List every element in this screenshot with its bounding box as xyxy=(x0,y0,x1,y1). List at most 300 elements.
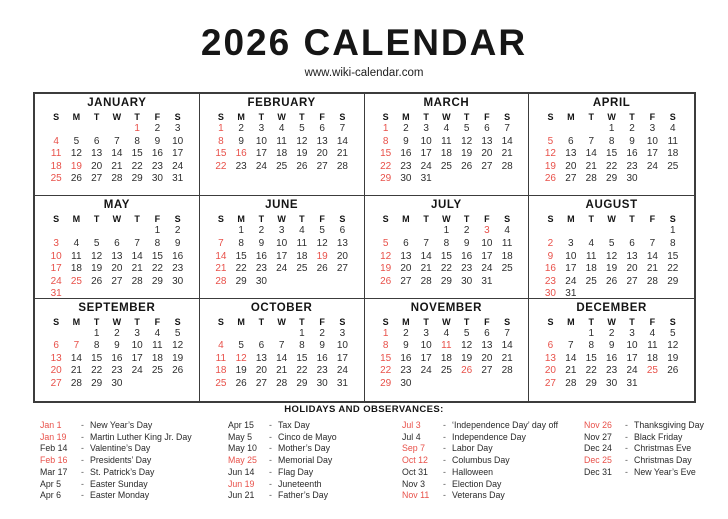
weekday-label: S xyxy=(217,214,224,225)
holiday-name: Tax Day xyxy=(278,420,310,430)
day-cell: 10 xyxy=(420,340,432,352)
holiday-item xyxy=(584,420,704,432)
holiday-name: Valentine’s Day xyxy=(90,443,151,454)
day-cell: 22 xyxy=(585,365,597,377)
holiday-date: May 5 xyxy=(228,431,252,442)
day-cell: 2 xyxy=(114,327,120,339)
day-cell: 29 xyxy=(585,378,597,390)
weekday-label: T xyxy=(588,112,594,122)
day-cell: 11 xyxy=(441,135,452,147)
day-cell: 14 xyxy=(131,250,143,262)
day-cell: 28 xyxy=(501,365,513,377)
weekday-label: W xyxy=(277,214,286,225)
day-cell: 26 xyxy=(296,160,308,172)
holiday-name: New Year’s Eve xyxy=(634,466,696,477)
month-day-grid xyxy=(35,315,199,391)
day-cell: 5 xyxy=(93,237,100,249)
holiday-name: New Year’s Day xyxy=(90,420,153,430)
day-cell: 26 xyxy=(70,173,82,185)
day-cell: 2 xyxy=(403,327,409,339)
weekday-label: T xyxy=(299,112,305,122)
day-cell: 27 xyxy=(255,378,267,390)
holiday-item xyxy=(402,455,584,467)
weekday-label: W xyxy=(112,316,122,327)
month-march xyxy=(365,94,530,196)
holiday-item xyxy=(40,432,228,444)
day-cell: 5 xyxy=(608,237,615,249)
day-cell: 6 xyxy=(484,327,490,339)
holiday-item xyxy=(584,443,704,455)
day-cell: 10 xyxy=(420,135,432,147)
month-january xyxy=(35,94,200,196)
weekday-label: S xyxy=(217,316,224,327)
day-cell: 7 xyxy=(134,237,140,249)
day-cell: 27 xyxy=(565,173,577,185)
day-cell: 18 xyxy=(646,352,658,364)
day-cell: 13 xyxy=(336,237,348,249)
day-cell: 7 xyxy=(218,237,224,249)
day-cell: 1 xyxy=(588,327,594,339)
month-title: MARCH xyxy=(423,97,470,109)
day-cell: 16 xyxy=(255,250,267,262)
day-cell: 13 xyxy=(481,340,493,352)
day-cell: 25 xyxy=(296,263,308,275)
day-cell: 31 xyxy=(626,378,638,390)
day-cell: 6 xyxy=(258,340,265,352)
day-cell: 30 xyxy=(255,275,267,287)
day-cell: 22 xyxy=(91,365,103,377)
day-cell: 4 xyxy=(443,123,450,134)
day-cell: 1 xyxy=(299,327,305,339)
day-cell: 6 xyxy=(114,237,120,249)
holidays-heading: HOLIDAYS AND OBSERVANCES: xyxy=(284,404,444,415)
day-cell: 29 xyxy=(91,378,103,390)
day-cell: 19 xyxy=(70,160,82,172)
weekday-label: T xyxy=(463,316,470,327)
day-cell: 5 xyxy=(670,327,676,339)
day-cell: 23 xyxy=(400,365,412,377)
month-day-grid xyxy=(35,110,199,186)
day-cell: 6 xyxy=(629,237,635,249)
day-cell: 14 xyxy=(501,135,513,147)
day-cell: 14 xyxy=(585,148,597,160)
day-cell: 9 xyxy=(629,135,635,147)
weekday-label: F xyxy=(319,214,325,225)
day-cell: 26 xyxy=(316,263,328,275)
holiday-date: Nov 27 xyxy=(584,431,612,442)
day-cell: 6 xyxy=(93,135,100,147)
day-cell: 29 xyxy=(235,275,247,287)
day-cell: 21 xyxy=(565,365,577,377)
day-cell: 23 xyxy=(111,365,123,377)
weekday-label: S xyxy=(339,316,346,327)
holiday-separator: - xyxy=(269,455,272,466)
day-cell: 11 xyxy=(276,135,287,147)
weekday-label: T xyxy=(423,316,429,327)
weekday-label: S xyxy=(339,214,346,225)
day-cell: 27 xyxy=(481,365,493,377)
day-cell: 6 xyxy=(484,123,490,134)
day-cell: 15 xyxy=(91,352,103,364)
day-cell: 23 xyxy=(151,160,163,172)
weekday-label: F xyxy=(649,214,656,225)
holiday-name: Columbus Day xyxy=(452,455,510,466)
day-cell: 5 xyxy=(463,123,470,134)
day-cell: 29 xyxy=(151,275,163,287)
holiday-item xyxy=(228,420,402,432)
day-cell: 11 xyxy=(71,250,82,262)
weekday-label: T xyxy=(93,214,100,225)
holiday-date: Oct 31 xyxy=(402,466,428,477)
holiday-item xyxy=(228,490,402,502)
day-cell: 9 xyxy=(547,250,554,262)
day-cell: 13 xyxy=(565,148,577,160)
weekday-label: M xyxy=(237,316,245,327)
day-cell: 19 xyxy=(544,160,556,172)
day-cell: 7 xyxy=(73,340,80,352)
day-cell: 17 xyxy=(646,148,658,160)
day-cell: 1 xyxy=(93,327,100,339)
day-cell: 17 xyxy=(131,352,143,364)
month-may xyxy=(35,196,200,298)
day-cell: 5 xyxy=(382,237,389,249)
day-cell: 4 xyxy=(588,237,594,249)
day-cell: 25 xyxy=(70,275,82,287)
day-cell: 8 xyxy=(154,237,161,249)
day-cell: 25 xyxy=(50,173,62,185)
day-cell: 4 xyxy=(218,340,224,352)
day-cell: 8 xyxy=(134,135,140,147)
day-cell: 4 xyxy=(53,135,59,147)
holiday-date: Dec 25 xyxy=(584,455,612,466)
day-cell: 22 xyxy=(296,365,308,377)
holiday-separator: - xyxy=(443,466,446,477)
day-cell: 2 xyxy=(463,225,470,237)
holiday-item xyxy=(402,420,584,432)
day-cell: 25 xyxy=(151,365,163,377)
weekday-label: F xyxy=(319,316,325,327)
day-cell: 30 xyxy=(316,378,328,390)
day-cell: 1 xyxy=(154,225,161,237)
day-cell: 30 xyxy=(111,378,123,390)
empty-day-cell xyxy=(540,225,560,238)
holiday-name: Easter Sunday xyxy=(90,478,148,489)
weekday-label: F xyxy=(154,214,161,225)
weekday-label: T xyxy=(463,214,470,225)
holiday-name: Thanksgiving Day xyxy=(634,420,704,430)
day-cell: 21 xyxy=(501,148,513,160)
month-august xyxy=(529,196,694,298)
holiday-separator: - xyxy=(269,466,272,477)
day-cell: 2 xyxy=(154,123,161,134)
day-cell: 13 xyxy=(544,352,556,364)
day-cell: 4 xyxy=(443,327,450,339)
day-cell: 24 xyxy=(131,365,143,377)
month-title: SEPTEMBER xyxy=(78,301,156,314)
holiday-separator: - xyxy=(625,420,628,430)
day-cell: 1 xyxy=(382,327,389,339)
empty-day-cell xyxy=(107,225,127,238)
weekday-label: S xyxy=(504,112,511,122)
month-day-grid xyxy=(200,110,364,173)
empty-day-cell xyxy=(87,225,107,238)
day-cell: 15 xyxy=(667,250,679,262)
holiday-name: ‘Independence Day’ day off xyxy=(452,420,559,430)
holiday-item xyxy=(40,490,228,502)
day-cell: 12 xyxy=(70,148,82,160)
weekday-label: M xyxy=(567,316,575,327)
weekday-label: T xyxy=(258,112,265,122)
day-cell: 29 xyxy=(380,173,392,185)
weekday-label: T xyxy=(299,316,305,327)
holiday-item xyxy=(584,455,704,467)
holiday-separator: - xyxy=(625,443,628,454)
day-cell: 4 xyxy=(278,123,285,134)
weekday-label: T xyxy=(423,214,429,225)
empty-day-cell xyxy=(376,225,396,238)
day-cell: 2 xyxy=(319,327,325,339)
day-cell: 10 xyxy=(336,340,348,352)
weekday-label: T xyxy=(93,112,100,122)
day-cell: 20 xyxy=(50,365,62,377)
day-cell: 30 xyxy=(400,378,412,390)
day-cell: 26 xyxy=(235,378,247,390)
weekday-label: F xyxy=(649,316,656,327)
day-cell: 19 xyxy=(461,148,473,160)
holiday-separator: - xyxy=(81,478,84,489)
holiday-name: Juneteenth xyxy=(278,478,322,489)
holiday-name: Martin Luther King Jr. Day xyxy=(90,431,192,442)
holiday-separator: - xyxy=(625,466,628,477)
day-cell: 24 xyxy=(565,275,577,287)
weekday-label: T xyxy=(258,214,265,225)
day-cell: 16 xyxy=(111,352,123,364)
day-cell: 17 xyxy=(172,148,184,160)
holiday-date: May 25 xyxy=(228,455,257,466)
day-cell: 20 xyxy=(400,263,412,275)
weekday-label: S xyxy=(547,316,554,327)
weekday-label: S xyxy=(504,316,511,327)
holiday-separator: - xyxy=(443,443,446,454)
day-cell: 27 xyxy=(316,160,328,172)
day-cell: 2 xyxy=(174,225,181,237)
day-cell: 5 xyxy=(299,123,305,134)
empty-day-cell xyxy=(272,328,292,341)
day-cell: 19 xyxy=(461,352,473,364)
day-cell: 2 xyxy=(629,123,635,134)
empty-day-cell xyxy=(66,225,86,238)
day-cell: 9 xyxy=(154,135,161,147)
day-cell: 26 xyxy=(380,275,392,287)
day-cell: 16 xyxy=(461,250,473,262)
day-cell: 11 xyxy=(667,135,678,147)
day-cell: 23 xyxy=(255,263,267,275)
page-title: 2026 CALENDAR xyxy=(200,22,528,63)
empty-day-cell xyxy=(251,328,271,341)
month-day-grid xyxy=(35,212,199,298)
holiday-separator: - xyxy=(443,490,446,501)
day-cell: 10 xyxy=(646,135,658,147)
day-cell: 7 xyxy=(504,123,510,134)
day-cell: 1 xyxy=(218,123,224,134)
day-cell: 22 xyxy=(440,263,452,275)
holiday-column xyxy=(228,420,402,502)
holiday-item xyxy=(40,479,228,491)
holiday-item xyxy=(40,467,228,479)
day-cell: 12 xyxy=(544,148,556,160)
holidays-section xyxy=(0,404,728,502)
holiday-item xyxy=(40,443,228,455)
holiday-item xyxy=(402,490,584,502)
day-cell: 20 xyxy=(255,365,267,377)
day-cell: 25 xyxy=(215,378,227,390)
day-cell: 15 xyxy=(131,148,143,160)
holiday-separator: - xyxy=(81,443,84,454)
holiday-name: Mother’s Day xyxy=(278,443,330,454)
weekday-label: S xyxy=(339,112,346,122)
weekday-label: S xyxy=(174,316,181,327)
day-cell: 15 xyxy=(585,352,597,364)
day-cell: 18 xyxy=(70,263,82,275)
day-cell: 18 xyxy=(585,263,597,275)
holiday-item xyxy=(584,467,704,479)
day-cell: 24 xyxy=(626,365,638,377)
weekday-label: F xyxy=(484,316,490,327)
day-cell: 28 xyxy=(585,173,597,185)
day-cell: 3 xyxy=(134,327,140,339)
day-cell: 24 xyxy=(172,160,184,172)
day-cell: 31 xyxy=(565,288,577,299)
day-cell: 13 xyxy=(255,352,267,364)
day-cell: 26 xyxy=(461,160,473,172)
weekday-label: T xyxy=(134,214,140,225)
day-cell: 19 xyxy=(235,365,247,377)
holiday-name: Christmas Day xyxy=(634,455,692,466)
month-october xyxy=(200,299,365,401)
day-cell: 13 xyxy=(111,250,123,262)
day-cell: 11 xyxy=(586,250,597,262)
holiday-separator: - xyxy=(269,478,272,489)
day-cell: 23 xyxy=(316,365,328,377)
holiday-date: Apr 5 xyxy=(40,478,62,489)
day-cell: 25 xyxy=(276,160,288,172)
day-cell: 27 xyxy=(544,378,556,390)
weekday-label: W xyxy=(277,112,286,122)
weekday-label: W xyxy=(442,214,451,225)
weekday-label: T xyxy=(629,214,635,225)
day-cell: 3 xyxy=(339,327,346,339)
day-cell: 1 xyxy=(238,225,244,237)
day-cell: 30 xyxy=(400,173,412,185)
day-cell: 21 xyxy=(336,148,348,160)
day-cell: 31 xyxy=(50,288,62,299)
day-cell: 12 xyxy=(380,250,392,262)
day-cell: 18 xyxy=(296,250,308,262)
day-cell: 22 xyxy=(606,160,618,172)
day-cell: 18 xyxy=(440,352,452,364)
day-cell: 24 xyxy=(276,263,288,275)
holiday-separator: - xyxy=(443,420,446,430)
holiday-item xyxy=(402,479,584,491)
empty-day-cell xyxy=(46,225,66,238)
day-cell: 9 xyxy=(174,237,181,249)
holiday-date: Nov 11 xyxy=(402,490,430,501)
weekday-label: F xyxy=(484,214,490,225)
day-cell: 30 xyxy=(544,288,556,299)
day-cell: 14 xyxy=(215,250,227,262)
day-cell: 6 xyxy=(403,237,409,249)
day-cell: 22 xyxy=(235,263,247,275)
month-title: NOVEMBER xyxy=(410,301,482,314)
day-cell: 17 xyxy=(336,352,348,364)
weekday-label: F xyxy=(649,112,656,122)
day-cell: 24 xyxy=(646,160,658,172)
month-february xyxy=(200,94,365,196)
month-title: JULY xyxy=(431,199,462,212)
holiday-date: Jun 14 xyxy=(228,466,255,477)
day-cell: 21 xyxy=(70,365,82,377)
holiday-name: Veterans Day xyxy=(452,490,505,501)
day-cell: 30 xyxy=(461,275,473,287)
month-june xyxy=(200,196,365,298)
day-cell: 26 xyxy=(461,365,473,377)
day-cell: 12 xyxy=(461,135,473,147)
day-cell: 3 xyxy=(649,123,656,134)
day-cell: 12 xyxy=(296,135,308,147)
day-cell: 31 xyxy=(420,173,432,185)
holiday-item xyxy=(402,432,584,444)
holiday-item xyxy=(228,432,402,444)
holiday-name: Election Day xyxy=(452,478,502,489)
month-day-grid xyxy=(365,212,529,288)
day-cell: 28 xyxy=(420,275,432,287)
day-cell: 24 xyxy=(336,365,348,377)
weekday-label: S xyxy=(53,316,60,327)
weekday-label: M xyxy=(237,112,245,122)
day-cell: 10 xyxy=(481,237,493,249)
holiday-name: Cinco de Mayo xyxy=(278,431,337,442)
day-cell: 27 xyxy=(50,378,62,390)
weekday-label: S xyxy=(382,316,389,327)
day-cell: 10 xyxy=(565,250,577,262)
day-cell: 24 xyxy=(420,160,432,172)
day-cell: 20 xyxy=(481,148,493,160)
holiday-date: Sep 7 xyxy=(402,443,425,454)
day-cell: 6 xyxy=(339,225,346,237)
day-cell: 16 xyxy=(400,352,412,364)
weekday-label: S xyxy=(53,214,60,225)
day-cell: 31 xyxy=(172,173,184,185)
weekday-label: W xyxy=(607,316,616,327)
day-cell: 19 xyxy=(606,263,618,275)
holiday-separator: - xyxy=(81,420,84,430)
weekday-label: M xyxy=(402,112,410,122)
day-cell: 18 xyxy=(151,352,163,364)
day-cell: 15 xyxy=(440,250,452,262)
holiday-name: Flag Day xyxy=(278,466,314,477)
day-cell: 13 xyxy=(316,135,328,147)
day-cell: 3 xyxy=(423,123,429,134)
weekday-label: S xyxy=(53,112,60,122)
month-day-grid xyxy=(200,315,364,391)
weekday-label: S xyxy=(504,214,511,225)
empty-day-cell xyxy=(66,328,86,341)
weekday-label: T xyxy=(258,316,265,327)
day-cell: 24 xyxy=(255,160,267,172)
day-cell: 12 xyxy=(235,352,247,364)
weekday-label: T xyxy=(93,316,100,327)
day-cell: 28 xyxy=(565,378,577,390)
